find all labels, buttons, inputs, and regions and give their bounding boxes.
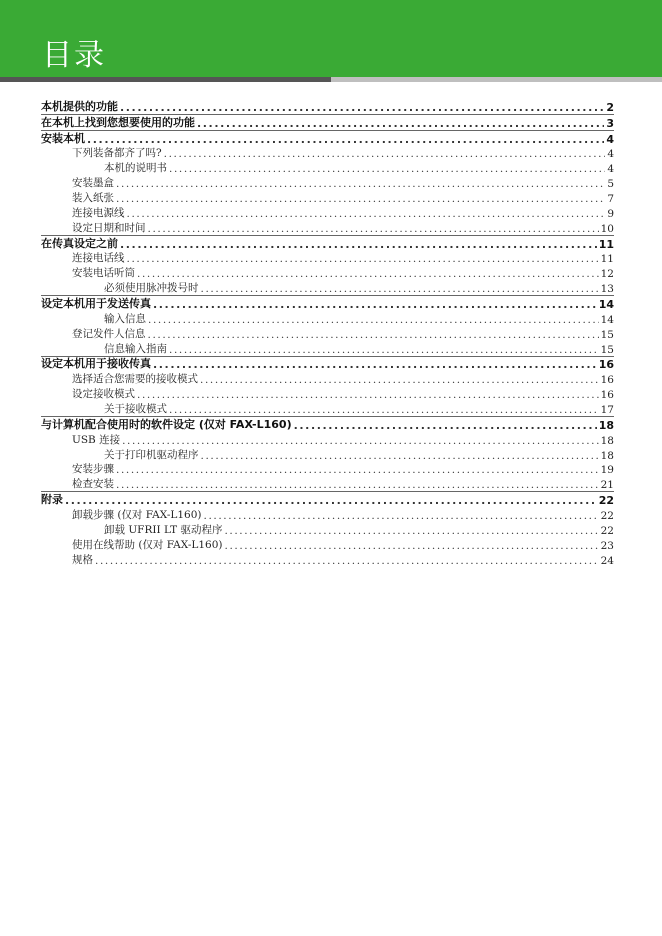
toc-section-entry[interactable] bbox=[41, 491, 614, 507]
dot-leader bbox=[200, 374, 599, 386]
toc-entry-title: 设定本机用于接收传真 bbox=[41, 357, 151, 371]
toc-page-number: 4 bbox=[607, 163, 614, 176]
toc-subentry[interactable] bbox=[41, 507, 614, 522]
toc-section-entry[interactable] bbox=[41, 130, 614, 146]
toc-page-number: 16 bbox=[600, 389, 614, 402]
toc-page-number: 7 bbox=[607, 193, 614, 206]
dot-leader bbox=[137, 268, 599, 280]
toc-subentry[interactable] bbox=[41, 205, 614, 220]
toc-subentry[interactable] bbox=[41, 522, 614, 537]
toc-entry-title: 安装墨盒 bbox=[72, 177, 114, 190]
toc-entry-title: 卸载步骤 (仅对 FAX-L160) bbox=[72, 509, 202, 522]
toc-entry-title: 使用在线帮助 (仅对 FAX-L160) bbox=[72, 538, 223, 551]
dot-leader bbox=[95, 555, 599, 567]
dot-leader bbox=[137, 389, 599, 401]
toc-subentry[interactable] bbox=[41, 462, 614, 477]
dot-leader bbox=[148, 314, 599, 326]
dot-leader bbox=[127, 253, 599, 265]
dot-leader bbox=[116, 479, 599, 491]
dot-leader bbox=[122, 435, 599, 447]
toc-section-entry[interactable] bbox=[41, 235, 614, 251]
toc-page-number: 18 bbox=[598, 418, 614, 432]
dot-leader bbox=[164, 148, 606, 160]
dot-leader bbox=[201, 283, 599, 295]
table-of-contents bbox=[41, 99, 614, 567]
toc-entry-title: 装入纸张 bbox=[72, 192, 114, 205]
toc-entry-title: 本机的说明书 bbox=[104, 162, 167, 175]
dot-leader bbox=[87, 133, 604, 146]
toc-subentry[interactable] bbox=[41, 251, 614, 266]
toc-entry-title: 必须使用脉冲拨号时 bbox=[104, 282, 199, 295]
toc-entry-title: 连接电话线 bbox=[72, 252, 125, 265]
toc-page-number: 23 bbox=[600, 539, 614, 552]
toc-page-number: 10 bbox=[600, 222, 614, 235]
toc-subentry[interactable] bbox=[41, 280, 614, 295]
dot-leader bbox=[153, 298, 597, 311]
toc-entry-title: 设定日期和时间 bbox=[72, 221, 146, 234]
toc-page-number: 21 bbox=[600, 479, 614, 492]
toc-page-number: 11 bbox=[600, 253, 614, 266]
toc-entry-title: 本机提供的功能 bbox=[41, 99, 118, 113]
toc-entry-title: 登记发件人信息 bbox=[72, 327, 146, 340]
toc-entry-title: 选择适合您需要的接收模式 bbox=[72, 373, 198, 386]
toc-entry-title: 在本机上找到您想要使用的功能 bbox=[41, 115, 195, 129]
toc-page-number: 5 bbox=[607, 178, 614, 191]
dot-leader bbox=[204, 510, 599, 522]
toc-page-number: 13 bbox=[600, 283, 614, 296]
toc-page-number: 16 bbox=[600, 374, 614, 387]
toc-entry-title: 输入信息 bbox=[104, 312, 146, 325]
dot-leader bbox=[294, 419, 597, 432]
toc-subentry[interactable] bbox=[41, 447, 614, 462]
toc-subentry[interactable] bbox=[41, 160, 614, 175]
dot-leader bbox=[225, 540, 599, 552]
toc-page-number: 17 bbox=[600, 404, 614, 417]
toc-page-number: 15 bbox=[600, 328, 614, 341]
toc-page-number: 18 bbox=[600, 434, 614, 447]
toc-entry-title: 信息输入指南 bbox=[104, 342, 167, 355]
dot-leader bbox=[224, 525, 598, 537]
toc-subentry[interactable] bbox=[41, 326, 614, 341]
toc-page-number: 22 bbox=[600, 524, 614, 537]
header-band bbox=[0, 0, 662, 77]
toc-page-number: 18 bbox=[600, 449, 614, 462]
dot-leader bbox=[116, 464, 599, 476]
dot-leader bbox=[116, 178, 605, 190]
toc-subentry[interactable] bbox=[41, 175, 614, 190]
dot-leader bbox=[201, 450, 599, 462]
toc-page-number: 9 bbox=[607, 207, 614, 220]
dot-leader bbox=[169, 344, 599, 356]
toc-entry-title: 关于打印机驱动程序 bbox=[104, 448, 199, 461]
toc-page-number: 4 bbox=[606, 132, 614, 146]
toc-subentry[interactable] bbox=[41, 401, 614, 416]
toc-entry-title: 卸载 UFRII LT 驱动程序 bbox=[104, 523, 223, 536]
dot-leader bbox=[197, 117, 604, 130]
toc-entry-title: 规格 bbox=[72, 553, 93, 566]
toc-entry-title: 连接电源线 bbox=[72, 206, 125, 219]
toc-page-number: 12 bbox=[600, 268, 614, 281]
dot-leader bbox=[127, 208, 606, 220]
dot-leader bbox=[169, 163, 605, 175]
toc-page-number: 19 bbox=[600, 464, 614, 477]
toc-subentry[interactable] bbox=[41, 537, 614, 552]
page-title: 目录 bbox=[42, 38, 106, 73]
toc-subentry[interactable] bbox=[41, 552, 614, 567]
toc-subentry[interactable] bbox=[41, 386, 614, 401]
toc-subentry[interactable] bbox=[41, 220, 614, 235]
dot-leader bbox=[65, 494, 597, 507]
dot-leader bbox=[148, 223, 599, 235]
toc-page-number: 16 bbox=[598, 358, 614, 372]
header-rule-dark bbox=[0, 77, 331, 82]
toc-section-entry[interactable] bbox=[41, 356, 614, 372]
dot-leader bbox=[120, 238, 597, 251]
toc-entry-title: 设定本机用于发送传真 bbox=[41, 297, 151, 311]
dot-leader bbox=[120, 101, 604, 114]
toc-page-number: 14 bbox=[598, 298, 614, 312]
toc-page-number: 2 bbox=[606, 100, 614, 114]
toc-page-number: 22 bbox=[600, 510, 614, 523]
toc-entry-title: 附录 bbox=[41, 493, 63, 507]
toc-page-number: 22 bbox=[598, 494, 614, 508]
toc-entry-title: USB 连接 bbox=[72, 433, 121, 446]
toc-entry-title: 检查安装 bbox=[72, 478, 114, 491]
toc-subentry[interactable] bbox=[41, 341, 614, 356]
dot-leader bbox=[116, 193, 605, 205]
toc-entry-title: 下列装备都齐了吗? bbox=[72, 147, 162, 160]
toc-page-number: 4 bbox=[607, 148, 614, 161]
toc-entry-title: 与计算机配合使用时的软件设定 (仅对 FAX-L160) bbox=[41, 417, 292, 431]
toc-entry-title: 安装电话听筒 bbox=[72, 267, 135, 280]
toc-entry-title: 安装步骤 bbox=[72, 463, 114, 476]
dot-leader bbox=[148, 329, 599, 341]
toc-section-entry[interactable] bbox=[41, 114, 614, 130]
toc-subentry[interactable] bbox=[41, 371, 614, 386]
toc-subentry[interactable] bbox=[41, 432, 614, 447]
header-rule-light bbox=[331, 77, 662, 82]
toc-section-entry[interactable] bbox=[41, 99, 614, 114]
toc-page-number: 15 bbox=[600, 343, 614, 356]
toc-section-entry[interactable] bbox=[41, 295, 614, 311]
dot-leader bbox=[169, 404, 599, 416]
toc-subentry[interactable] bbox=[41, 190, 614, 205]
toc-entry-title: 安装本机 bbox=[41, 131, 85, 145]
toc-subentry[interactable] bbox=[41, 311, 614, 326]
toc-entry-title: 在传真设定之前 bbox=[41, 236, 118, 250]
toc-entry-title: 关于接收模式 bbox=[104, 403, 167, 416]
toc-entry-title: 设定接收模式 bbox=[72, 388, 135, 401]
toc-subentry[interactable] bbox=[41, 476, 614, 491]
toc-page-number: 11 bbox=[598, 237, 614, 251]
toc-page-number: 24 bbox=[600, 554, 614, 567]
dot-leader bbox=[153, 358, 597, 371]
toc-subentry[interactable] bbox=[41, 265, 614, 280]
toc-page-number: 14 bbox=[600, 313, 614, 326]
toc-subentry[interactable] bbox=[41, 146, 614, 161]
toc-page-number: 3 bbox=[606, 116, 614, 130]
toc-section-entry[interactable] bbox=[41, 416, 614, 432]
